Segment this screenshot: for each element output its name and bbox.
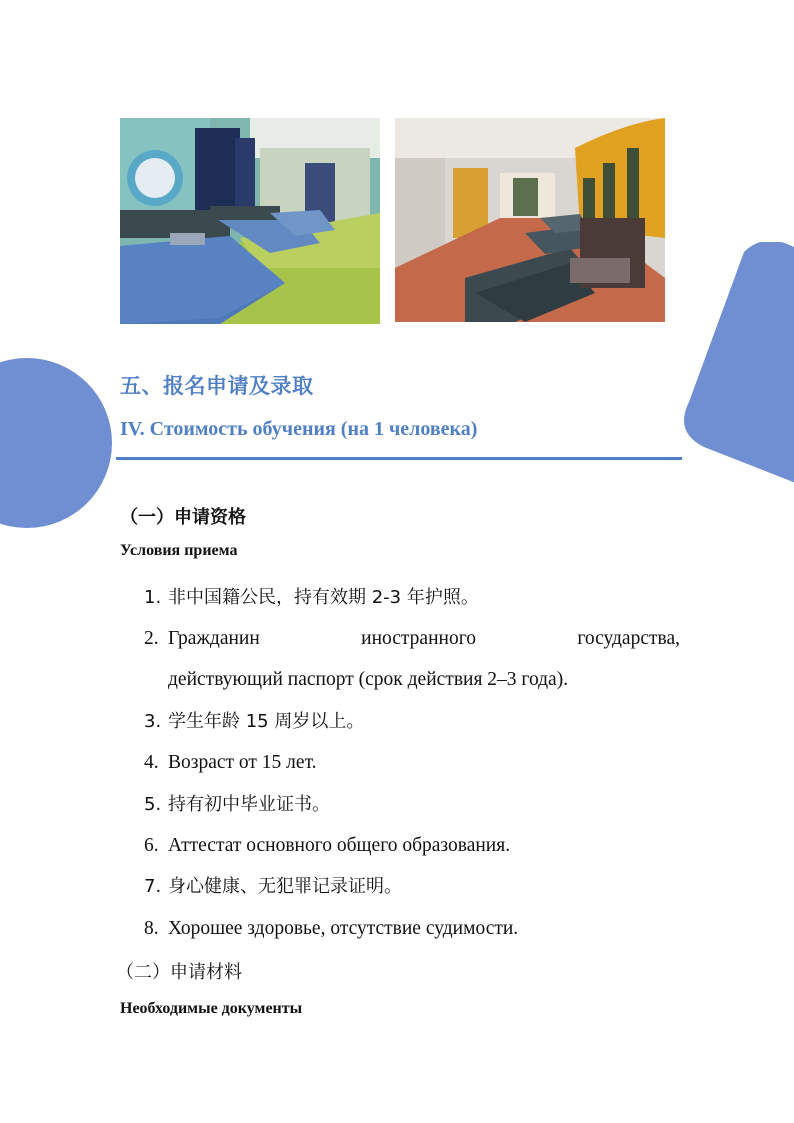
eligibility-heading-cn: （一）申请资格 <box>120 507 246 528</box>
list-item: 6. Аттестат основного общего образования. <box>144 835 511 856</box>
list-item: 5. 持有初中毕业证书。 <box>144 794 330 815</box>
section-title-cn: 五、报名申请及录取 <box>120 374 314 398</box>
materials-heading-cn: （二）申请材料 <box>116 962 242 983</box>
materials-heading-ru: Необходимые документы <box>120 1000 303 1017</box>
list-item: 2. Гражданин иностранного государства, <box>144 628 680 649</box>
list-item-continuation: действующий паспорт (срок действия 2–3 года). <box>168 669 569 690</box>
list-item: 4. Возраст от 15 лет. <box>144 752 317 773</box>
list-item: 1. 非中国籍公民，持有效期 2-3 年护照。 <box>144 587 479 608</box>
list-item: 8. Хорошее здоровье, отсутствие судимости. <box>144 918 519 939</box>
eligibility-heading-ru: Условия приема <box>120 542 238 559</box>
title-divider <box>116 457 682 460</box>
section-title-ru: IV. Стоимость обучения (на 1 человека) <box>120 418 478 440</box>
decorative-circle <box>0 358 112 528</box>
list-item: 3. 学生年龄 15 周岁以上。 <box>144 711 365 732</box>
dorm-photo-green-room <box>120 118 380 324</box>
decorative-triangle <box>684 242 794 512</box>
dorm-photo-orange-room <box>395 118 665 322</box>
list-item: 7. 身心健康、无犯罪记录证明。 <box>144 876 402 897</box>
